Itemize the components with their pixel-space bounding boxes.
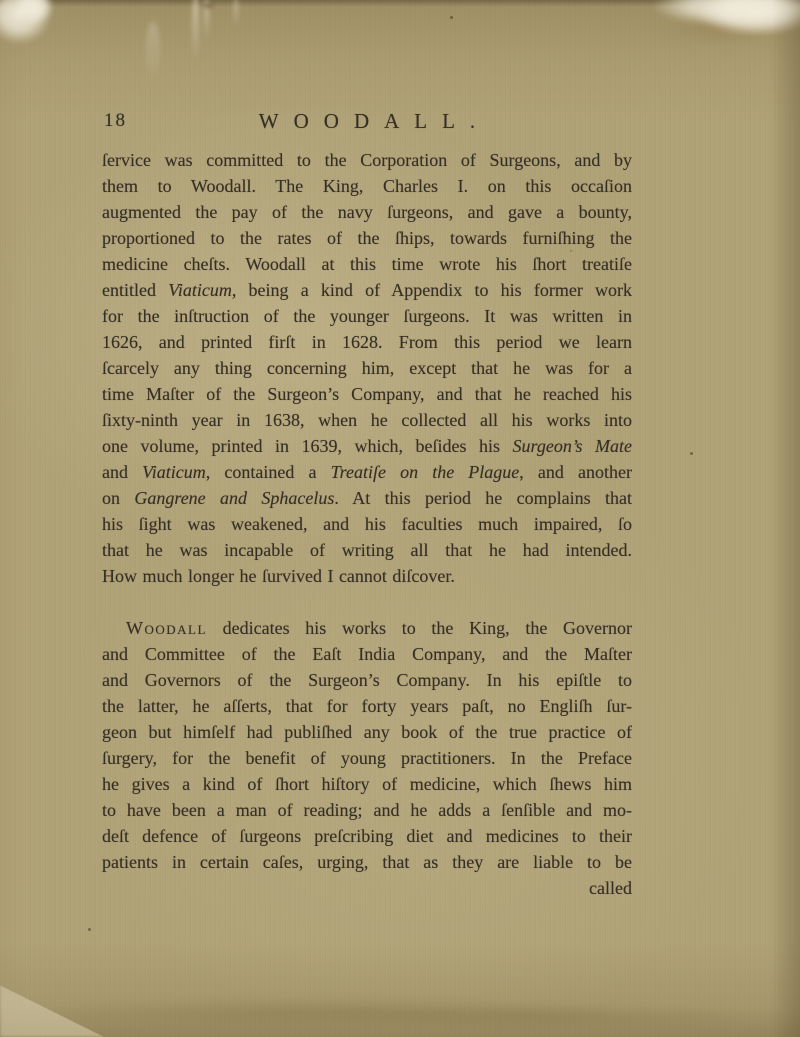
- catchword-row: [102, 875, 632, 901]
- text-line: [102, 667, 632, 693]
- paper-scratch-streak: [192, 0, 199, 62]
- catchword: called: [589, 878, 632, 898]
- italic-text: Surgeon’s Mate: [512, 436, 632, 456]
- body-text: and Committee of the Eaſt India Company, and the Maſter: [102, 644, 632, 664]
- italic-text: Viaticum: [168, 280, 232, 300]
- page-curl-bottom-left: [0, 948, 104, 1037]
- body-text: to have been a man of reading; and he adds a ſenſible and mo-: [102, 800, 632, 820]
- text-line: [102, 251, 632, 277]
- text-line: [102, 615, 632, 641]
- text-line: [102, 303, 632, 329]
- text-line: [102, 225, 632, 251]
- text-line: [102, 433, 632, 459]
- body-text: , being a kind of Appendix to his former work: [231, 280, 632, 300]
- paragraph: [102, 147, 632, 589]
- body-text: deſt defence of ſurgeons preſcribing diet and medicines to their: [102, 826, 632, 846]
- page-top-edge-shadow: [0, 0, 800, 7]
- water-stain-top-right: [646, 12, 800, 46]
- bottom-stain-band: [28, 996, 614, 1028]
- italic-text: Gangrene and Sphacelus: [134, 488, 335, 508]
- paper-speck: [450, 16, 453, 19]
- body-text: his ſight was weakened, and his faculties much impaired, ſo: [102, 514, 632, 534]
- text-line: [102, 407, 632, 433]
- text-line: [102, 355, 632, 381]
- body-text: ſcarcely any thing concerning him, except that he was for a: [102, 358, 632, 378]
- body-text: dedicates his works to the King, the Governor: [206, 618, 632, 638]
- body-text: the latter, he aſſerts, that for forty years paſt, no Engliſh ſur-: [102, 696, 632, 716]
- paper-tear-top-left-lobe: [14, 0, 54, 24]
- body-text: time Maſter of the Surgeon’s Company, and that he reached his: [102, 384, 632, 404]
- body-text: ſurgery, for the benefit of young practitioners. In the Preface: [102, 748, 632, 768]
- text-line: [102, 797, 632, 823]
- text-line: [102, 693, 632, 719]
- paper-scratch-streak: [234, 0, 238, 28]
- body-text: and: [102, 462, 143, 482]
- paper-speck: [690, 452, 693, 455]
- text-line: [102, 329, 632, 355]
- body-text: proportioned to the rates of the ſhips, towards furniſhing the: [102, 228, 632, 248]
- text-line: [102, 381, 632, 407]
- body-text: . At this period he complains that: [334, 488, 632, 508]
- body-text: them to Woodall. The King, Charles I. on this occaſion: [102, 176, 632, 196]
- text-line: [102, 147, 632, 173]
- body-text: that he was incapable of writing all that he had intended.: [102, 540, 632, 560]
- body-text: and Governors of the Surgeon’s Company. In his epiſtle to: [102, 670, 632, 690]
- body-text: ſervice was committed to the Corporation of Surgeons, and by: [102, 150, 632, 170]
- italic-text: Viaticum: [142, 462, 206, 482]
- text-line: [102, 849, 632, 875]
- small-caps-text: Woodall: [126, 618, 207, 638]
- body-text: ſixty-ninth year in 1638, when he collected all his works into: [102, 410, 632, 430]
- paper-scratch-streak: [204, 0, 209, 42]
- text-line: [102, 537, 632, 563]
- body-text: How much longer he ſurvived I cannot diſcover.: [102, 566, 455, 586]
- text-line: [102, 641, 632, 667]
- body-text: entitled: [102, 280, 169, 300]
- right-edge-shade: [772, 0, 800, 1037]
- bottom-edge-shade: [0, 1006, 800, 1037]
- paper-speck: [88, 928, 91, 931]
- text-line: [102, 745, 632, 771]
- page-number: 18: [104, 110, 127, 131]
- text-line: [102, 771, 632, 797]
- body-text: , contained a: [205, 462, 331, 482]
- paper-tear-top-left: [0, 0, 52, 44]
- paragraph: [102, 615, 632, 875]
- bottom-stain-band: [330, 1004, 750, 1030]
- paper-light-streak: [146, 22, 160, 82]
- body-text: 1626, and printed firſt in 1628. From this period we learn: [102, 332, 632, 352]
- body-text: for the inſtruction of the younger ſurgeons. It was written in: [102, 306, 632, 326]
- page-header: [102, 108, 632, 134]
- text-line: [102, 199, 632, 225]
- paper-tear-top-right: [652, 0, 800, 26]
- body-text: on: [102, 488, 135, 508]
- body-text: patients in certain caſes, urging, that as they are liable to be: [102, 852, 632, 872]
- body-text: one volume, printed in 1639, which, beſides his: [102, 436, 513, 456]
- page-content: [102, 108, 632, 901]
- body-text: medicine cheſts. Woodall at this time wrote his ſhort treatiſe: [102, 254, 632, 274]
- text-block: [102, 147, 632, 875]
- body-text: , and another: [519, 462, 632, 482]
- ink-smudge-top: [200, 2, 216, 10]
- text-line: [102, 459, 632, 485]
- text-line: [102, 511, 632, 537]
- text-line: [102, 277, 632, 303]
- text-line: [102, 485, 632, 511]
- paper-tear-top-right-lobe: [698, 0, 800, 36]
- running-title: WOODALL.: [258, 109, 491, 133]
- text-line: [102, 823, 632, 849]
- body-text: geon but himſelf had publiſhed any book of the true practice of: [102, 722, 632, 742]
- body-text: augmented the pay of the navy ſurgeons, and gave a bounty,: [102, 202, 632, 222]
- text-line: [102, 719, 632, 745]
- italic-text: Treatiſe on the Plague: [330, 462, 520, 482]
- body-text: he gives a kind of ſhort hiſtory of medicine, which ſhews him: [102, 774, 632, 794]
- text-line: [102, 173, 632, 199]
- text-line: [102, 563, 632, 589]
